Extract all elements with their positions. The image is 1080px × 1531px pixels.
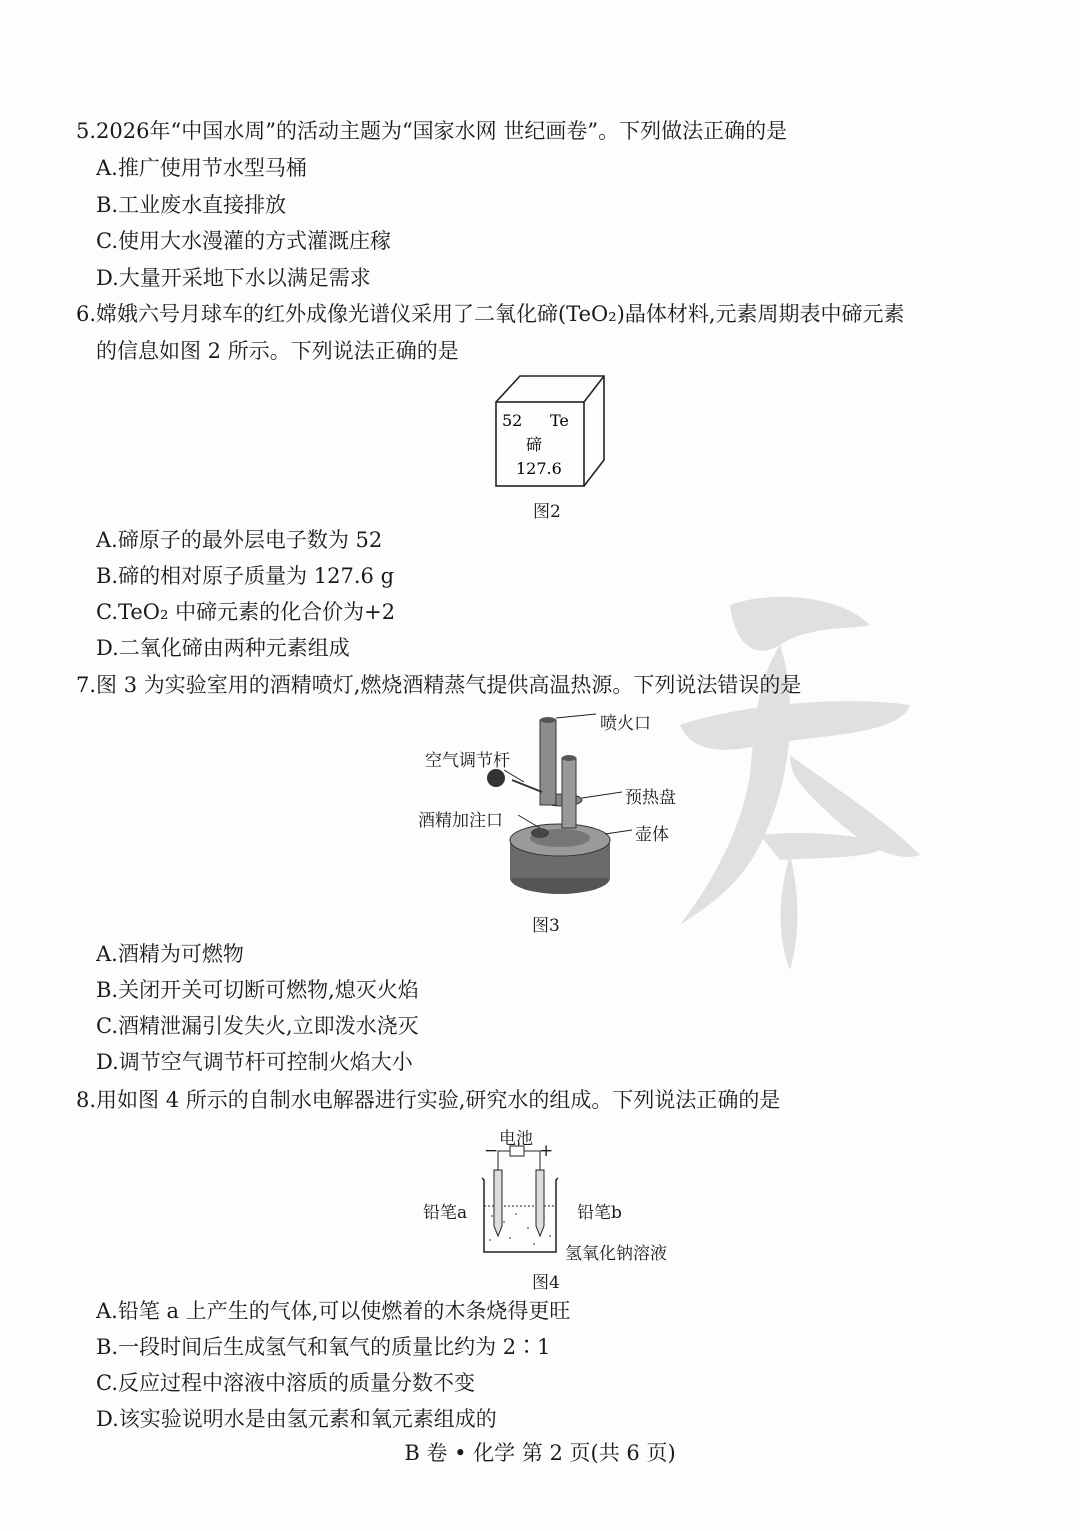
figure3-caption: 图3 bbox=[532, 916, 560, 936]
q8-option-a: A.铅笔 a 上产生的气体,可以使燃着的木条烧得更旺 bbox=[96, 1299, 571, 1323]
figure2-caption: 图2 bbox=[533, 502, 561, 522]
q5-option-b: B.工业废水直接排放 bbox=[96, 193, 287, 217]
q8-option-b: B.一段时间后生成氢气和氧气的质量比约为 2∶1 bbox=[96, 1335, 551, 1359]
q5-option-c: C.使用大水漫灌的方式灌溉庄稼 bbox=[96, 229, 391, 253]
label-naoh-solution: 氢氧化钠溶液 bbox=[565, 1244, 667, 1264]
page-footer: B 卷 • 化学 第 2 页(共 6 页) bbox=[404, 1441, 676, 1465]
q8-option-d: D.该实验说明水是由氢元素和氧元素组成的 bbox=[96, 1407, 497, 1431]
q6-option-d: D.二氧化碲由两种元素组成 bbox=[96, 636, 350, 660]
label-battery: 电池 bbox=[499, 1129, 533, 1149]
q7-option-a: A.酒精为可燃物 bbox=[96, 942, 244, 966]
q5-option-a: A.推广使用节水型马桶 bbox=[96, 156, 307, 180]
label-alcohol-inlet: 酒精加注口 bbox=[418, 811, 503, 831]
q8-stem: 8.用如图 4 所示的自制水电解器进行实验,研究水的组成。下列说法正确的是 bbox=[76, 1088, 781, 1112]
q6-option-c: C.TeO₂ 中碲元素的化合价为+2 bbox=[96, 600, 396, 624]
q5-option-d: D.大量开采地下水以满足需求 bbox=[96, 266, 371, 290]
q7-option-b: B.关闭开关可切断可燃物,熄灭火焰 bbox=[96, 978, 419, 1002]
label-nozzle: 喷火口 bbox=[600, 714, 651, 734]
q6-option-a: A.碲原子的最外层电子数为 52 bbox=[96, 528, 383, 552]
q6-option-b: B.碲的相对原子质量为 127.6 g bbox=[96, 564, 395, 588]
label-pencil-b: 铅笔b bbox=[577, 1203, 622, 1223]
q7-option-c: C.酒精泄漏引发失火,立即泼水浇灭 bbox=[96, 1014, 419, 1038]
q8-option-c: C.反应过程中溶液中溶质的质量分数不变 bbox=[96, 1371, 475, 1395]
element-number: 52 bbox=[502, 411, 523, 430]
element-symbol: Te bbox=[550, 411, 569, 430]
label-minus: − bbox=[484, 1141, 499, 1161]
figure2-element-cube bbox=[490, 372, 610, 492]
q7-stem: 7.图 3 为实验室用的酒精喷灯,燃烧酒精蒸气提供高温热源。下列说法错误的是 bbox=[76, 673, 802, 697]
q5-stem: 5.2026年“中国水周”的活动主题为“国家水网 世纪画卷”。下列做法正确的是 bbox=[76, 119, 788, 143]
label-body: 壶体 bbox=[635, 825, 669, 845]
q6-stem-line2: 的信息如图 2 所示。下列说法正确的是 bbox=[96, 339, 459, 363]
q6-stem-line1: 6.嫦娥六号月球车的红外成像光谱仪采用了二氧化碲(TeO₂)晶体材料,元素周期表中碲元素 bbox=[76, 302, 905, 326]
element-mass: 127.6 bbox=[516, 459, 562, 478]
label-preheat-disc: 预热盘 bbox=[625, 788, 676, 808]
q7-option-d: D.调节空气调节杆可控制火焰大小 bbox=[96, 1050, 413, 1074]
label-air-rod: 空气调节杆 bbox=[425, 751, 510, 771]
element-name: 碲 bbox=[526, 435, 543, 454]
figure4-caption: 图4 bbox=[532, 1273, 560, 1293]
label-pencil-a: 铅笔a bbox=[423, 1203, 468, 1223]
label-plus: + bbox=[539, 1141, 554, 1161]
